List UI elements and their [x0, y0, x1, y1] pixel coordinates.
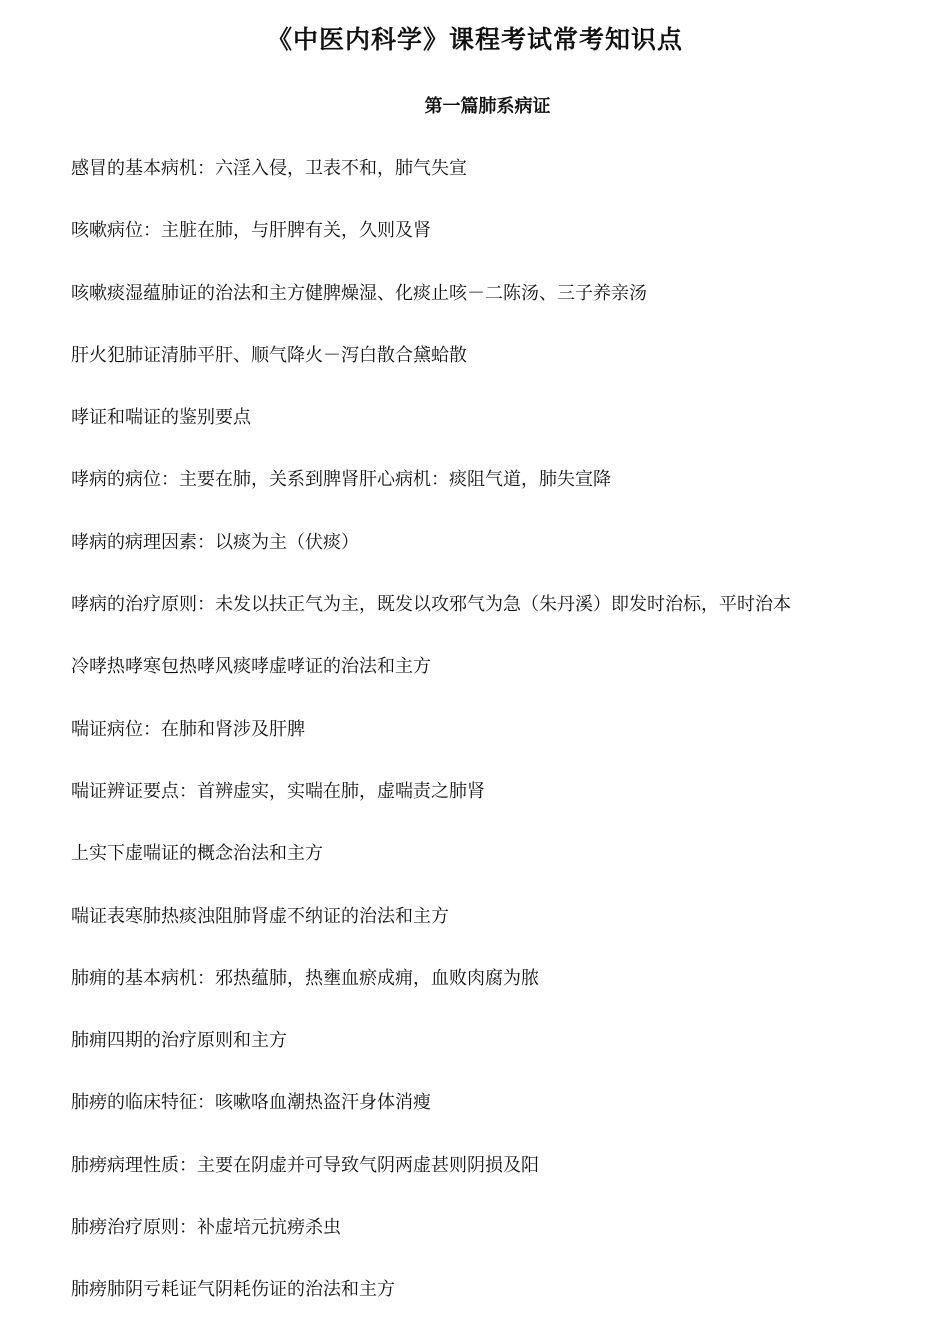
knowledge-point: 肝火犯肺证清肺平肝、顺气降火－泻白散合黛蛤散 — [71, 344, 467, 366]
knowledge-point: 上实下虚喘证的概念治法和主方 — [71, 843, 323, 865]
knowledge-point: 肺痈的基本病机：邪热蕴肺，热壅血瘀成痈，血败肉腐为脓 — [71, 967, 539, 989]
knowledge-point: 哮证和喘证的鉴别要点 — [71, 407, 251, 429]
knowledge-point: 哮病的治疗原则：未发以扶正气为主，既发以攻邪气为急（朱丹溪）即发时治标，平时治本 — [71, 594, 791, 616]
knowledge-point-list — [71, 156, 931, 1340]
knowledge-point: 喘证辨证要点：首辨虚实，实喘在肺，虚喘责之肺肾 — [71, 780, 485, 802]
knowledge-point: 肺痈四期的治疗原则和主方 — [71, 1030, 287, 1052]
knowledge-point: 冷哮热哮寒包热哮风痰哮虚哮证的治法和主方 — [71, 656, 431, 678]
section-heading: 第一篇肺系病证 — [424, 96, 551, 117]
knowledge-point: 肺痨肺阴亏耗证气阴耗伤证的治法和主方 — [71, 1279, 395, 1301]
knowledge-point: 哮病的病位：主要在肺，关系到脾肾肝心病机：痰阻气道，肺失宣降 — [71, 469, 611, 491]
knowledge-point: 咳嗽病位：主脏在肺，与肝脾有关，久则及肾 — [71, 220, 431, 242]
knowledge-point: 肺痨治疗原则：补虚培元抗痨杀虫 — [71, 1217, 341, 1239]
knowledge-point: 哮病的病理因素：以痰为主（伏痰） — [71, 531, 359, 553]
knowledge-point: 感冒的基本病机：六淫入侵，卫表不和，肺气失宣 — [71, 158, 467, 179]
document-title: 《中医内科学》课程考试常考知识点 — [266, 25, 683, 54]
knowledge-point: 咳嗽痰湿蕴肺证的治法和主方健脾燥湿、化痰止咳－二陈汤、三子养亲汤 — [71, 282, 647, 304]
knowledge-point: 喘证表寒肺热痰浊阻肺肾虚不纳证的治法和主方 — [71, 905, 449, 927]
knowledge-point: 肺痨病理性质：主要在阴虚并可导致气阴两虚甚则阴损及阳 — [71, 1154, 539, 1176]
knowledge-point: 喘证病位：在肺和肾涉及肝脾 — [71, 718, 305, 740]
knowledge-point: 肺痨的临床特征：咳嗽咯血潮热盗汗身体消瘦 — [71, 1092, 431, 1114]
